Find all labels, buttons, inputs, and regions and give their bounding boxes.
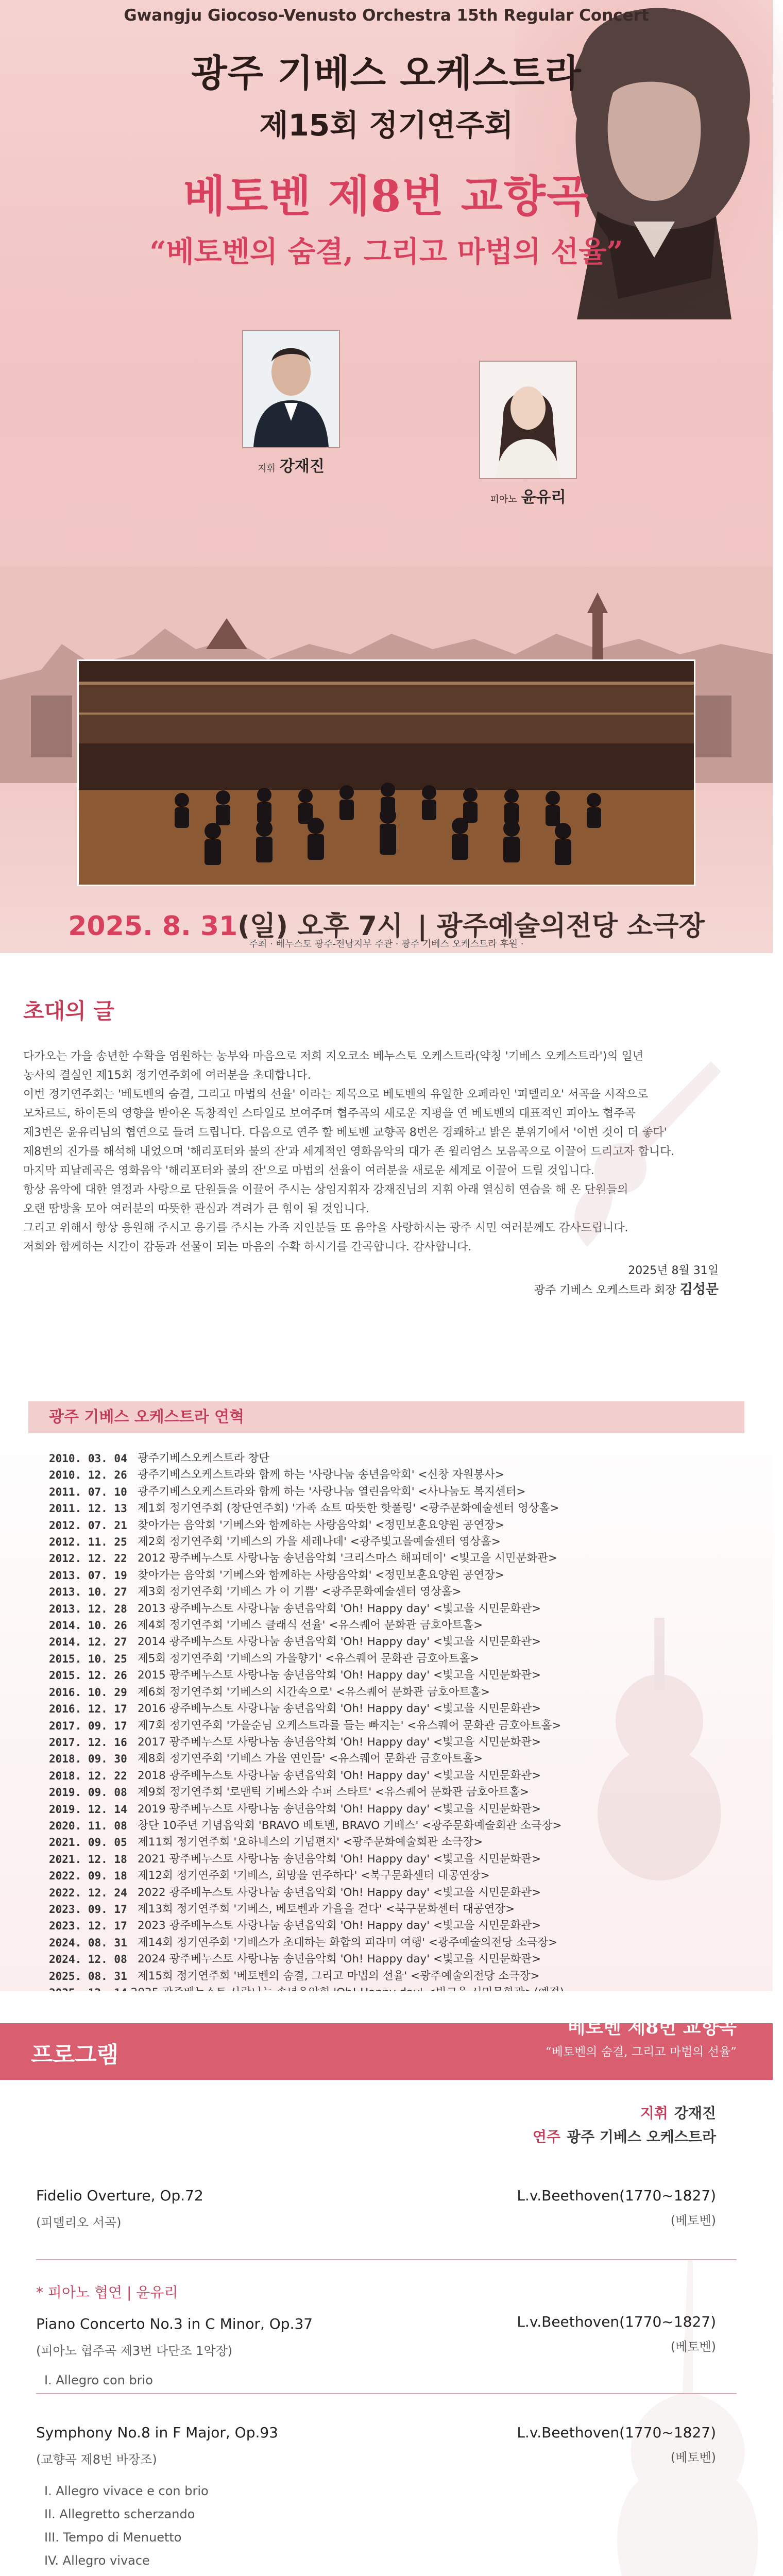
history-row [49, 1601, 564, 1617]
piece-soloist: * 피아노 협연 | 윤유리 [36, 2284, 178, 2301]
history-row [49, 1851, 564, 1868]
history-row [49, 1500, 564, 1517]
history-date: 2018. 09. 30 [49, 1753, 127, 1766]
history-text: 2014 광주베누스토 사랑나눔 송년음악회 'Oh! Happy day' <빛고을 시민문화관> [138, 1635, 541, 1649]
history-date: 2019. 09. 08 [49, 1786, 127, 1799]
piece-composer-kr: (베토벤) [670, 2450, 716, 2465]
history-date: 2023. 09. 17 [49, 1903, 127, 1916]
history-date: 2011. 12. 13 [49, 1502, 127, 1515]
poster-subtitle: Gwangju Giocoso-Venusto Orchestra 15th Regular Concert [124, 6, 649, 25]
piece-composer-kr: (베토벤) [670, 2340, 716, 2354]
history-date: 2020. 11. 08 [49, 1819, 127, 1832]
history-text: 제12회 정기연주회 '기베스, 희망을 연주하다' <북구문화센터 대공연장> [138, 1869, 490, 1883]
greeting-date: 2025년 8월 31일 [628, 1264, 719, 1277]
orchestra-photo-icon [79, 661, 694, 885]
history-text: 창단 10주년 기념음악회 'BRAVO 베토벤, BRAVO 기베스' <광주문화예술회관 소극장> [138, 1819, 562, 1832]
concert-venue: 광주예술의전당 소극장 [436, 911, 705, 942]
poster-info-line-1: 주최 · 베누스토 광주-전남지부 주관 · 광주 기베스 오케스트라 후원 · [249, 939, 524, 950]
greeting-section [0, 953, 773, 1401]
program-divider [36, 2259, 737, 2260]
pianist-photo-icon [480, 362, 576, 478]
history-text: 제4회 정기연주회 '기베스 클래식 선율' <유스퀘어 문화관 금호아트홀> [138, 1619, 483, 1632]
history-text: 2023 광주베누스토 사랑나눔 송년음악회 'Oh! Happy day' <빛고을 시민문화관> [138, 1919, 541, 1933]
history-text: 2021 광주베누스토 사랑나눔 송년음악회 'Oh! Happy day' <빛고을 시민문화관> [138, 1852, 541, 1866]
poster-program-subtitle: “베토벤의 숨결, 그리고 마법의 선율” [149, 235, 623, 269]
history-text: 찾아가는 음악회 '기베스와 함께하는 사랑음악회' <정민보훈요양원 공연장> [138, 1568, 504, 1582]
history-date: 2013. 12. 28 [49, 1602, 127, 1615]
history-section [0, 1401, 773, 1991]
history-row [49, 1651, 564, 1667]
history-row [49, 1751, 564, 1767]
history-date: 2016. 10. 29 [49, 1686, 127, 1699]
greeting-title: 초대의 글 [23, 998, 114, 1024]
history-text: 제15회 정기연주회 '베토벤의 숨결, 그리고 마법의 선율' <광주예술의전당 소극장> [138, 1969, 540, 1982]
history-date: 2012. 11. 25 [49, 1536, 127, 1549]
history-row [49, 1834, 564, 1851]
program-head-subtitle: “베토벤의 숨결, 그리고 마법의 선율” [545, 2045, 737, 2059]
history-row [49, 1684, 564, 1701]
soloist-portraits [242, 330, 603, 546]
history-text: 제3회 정기연주회 '기베스 가 이 기쁨' <광주문화예술센터 영상홀> [138, 1585, 462, 1599]
piece-title: Fidelio Overture, Op.72 [36, 2187, 203, 2204]
concert-date: 2025. 8. 31 [68, 911, 238, 942]
history-date: 2024. 12. 08 [49, 1953, 127, 1966]
piece-composer: L.v.Beethoven(1770~1827) [517, 2313, 716, 2330]
piece-title-kr: (피델리오 서곡) [36, 2215, 122, 2230]
program-orchestra-role: 연주 [532, 2128, 561, 2145]
piece-title: Piano Concerto No.3 in C Minor, Op.37 [36, 2315, 313, 2332]
history-text: 2018 광주베누스토 사랑나눔 송년음악회 'Oh! Happy day' <빛고을 시민문화관> [138, 1769, 541, 1782]
program-piece [36, 2281, 737, 2392]
history-row [49, 1968, 564, 1985]
program-section [0, 1991, 773, 2576]
conductor-portrait [242, 330, 340, 476]
concert-poster [0, 0, 773, 953]
history-row [49, 1918, 564, 1934]
program-title: 프로그램 [31, 2042, 119, 2068]
program-conductor-role: 지휘 [640, 2105, 668, 2122]
history-row [49, 1634, 564, 1650]
history-row [49, 1550, 564, 1567]
history-date: 2017. 12. 16 [49, 1736, 127, 1749]
history-text: 제8회 정기연주회 '기베스 가을 연인들' <유스퀘어 문화관 금호아트홀> [138, 1752, 483, 1766]
history-text: 광주기베스오케스트라와 함께 하는 '사랑나눔 열린음악회' <사나눔도 복지센터> [138, 1485, 526, 1498]
greeting-org: 광주 기베스 오케스트라 회장 [534, 1284, 676, 1297]
history-row [49, 1450, 564, 1467]
program-conductors [533, 2102, 716, 2149]
history-date: 2016. 12. 17 [49, 1703, 127, 1716]
history-text: 찾아가는 음악회 '기베스와 함께하는 사랑음악회' <정민보훈요양원 공연장> [138, 1518, 504, 1532]
piece-movement: I. Allegro con brio [44, 2373, 153, 2387]
pianist-portrait [479, 361, 577, 506]
program-divider [36, 2393, 737, 2394]
conductor-role-label: 지휘 [258, 463, 276, 474]
history-row [49, 1701, 564, 1717]
poster-title-sub: 제15회 정기연주회 [259, 108, 514, 143]
history-row [49, 1784, 564, 1801]
conductor-photo-icon [243, 331, 339, 447]
violin-watermark-icon [567, 1618, 752, 1886]
history-date: 2022. 09. 18 [49, 1870, 127, 1883]
history-text: 2017 광주베누스토 사랑나눔 송년음악회 'Oh! Happy day' <빛고을 시민문화관> [138, 1735, 541, 1749]
program-piece [36, 2424, 737, 2572]
history-text: 2019 광주베누스토 사랑나눔 송년음악회 'Oh! Happy day' <빛고을 시민문화관> [138, 1802, 541, 1816]
history-text: 제7회 정기연주회 '가을순님 오케스트라를 들는 빠지는' <유스퀘어 문화관 금호아트홀> [138, 1719, 561, 1732]
violin-watermark-icon [556, 1051, 752, 1257]
history-row [49, 1801, 564, 1818]
pianist-role-label: 피아노 [490, 494, 517, 505]
history-row [49, 1484, 564, 1500]
history-date: 2014. 10. 26 [49, 1619, 127, 1632]
piece-movement: I. Allegro vivace e con brio [44, 2484, 209, 2498]
concert-day: (일) [237, 911, 288, 942]
history-text: 2016 광주베누스토 사랑나눔 송년음악회 'Oh! Happy day' <빛고을 시민문화관> [138, 1702, 541, 1716]
history-text: 2013 광주베누스토 사랑나눔 송년음악회 'Oh! Happy day' <빛고을 시민문화관> [138, 1602, 541, 1615]
history-row [49, 1534, 564, 1550]
piece-movement: III. Tempo di Menuetto [44, 2530, 182, 2545]
piece-movement: II. Allegretto scherzando [44, 2507, 195, 2521]
poster-title-main: 광주 기베스 오케스트라 [191, 52, 582, 95]
history-row [49, 1818, 564, 1834]
history-row [49, 1718, 564, 1734]
program-head-title: 베토벤 제8번 교향곡 [567, 2016, 737, 2038]
greeting-paragraph: 다가오는 가을 송년한 수확을 염원하는 농부와 마음으로 저희 지오코소 베누스토 오케스트라(약칭 '기베스 오케스트라')의 일년 농사의 결실인 제15회 정기연주회에 여러분을 초대합니다. 이번 정기연주회는 '베토벤의 숨결, 그리고 마법의 선율' 이라는 제목으로 베토벤의 유일한 오페라인 '피델리오' 서곡을 시작으로 모차르트, 하이든의 영향을 받아온 독창적인 스타일로 보여주며 협주곡의 새로운 지평을 연 베토벤의 대표적인 피아노 협주곡 제3번은 윤유리님의 협연으로 들려 드립니다. 다음으로 연주 할 베토벤 교향곡 8번은 경쾌하고 밝은 분위기에서 '이번 것이 더 제8번의 진가를 해석해 내었으며 '해리포터와 불의 잔'과 세계적인 영화음악의 대가 존 윌리엄스 모음곡으로 이끌어 합니다. 마지막 피날레곡은 영화음악 '해리포터와 불의 잔'으로 마법의 선율이 여러분을 새로운 세계로 이끌어 드릴 것입니다. 항상 음악에 대한 열정과 사랑으로 단원들을 이끌어 주시는 상임지휘자 강재진님의 지휘 아래 열심히 연습을 해 온 오랜 땀방울 모아 여러분의 따뜻한 관심과 격려가 큰 힘이 될 것입니다. 그리고 위해서 항상 응원해 주시고 응기를 주시는 가족 지인분들 또 음악을 사랑하시는 광주 시민 여러분께도 저희와 함께하는 시간이 감동과 선물이 되는 마음의 수확 하시기를 간곡합니다. 감사합니다. [23, 1050, 675, 1253]
greeting-signer: 김성문 [679, 1282, 719, 1297]
history-date: 2021. 09. 05 [49, 1836, 127, 1849]
orchestra-stage-photo [77, 659, 695, 886]
history-text: 광주기베스오케스트라와 함께 하는 '사랑나눔 송년음악회' <신창 자원봉사> [138, 1468, 504, 1482]
history-date: 2013. 07. 19 [49, 1569, 127, 1582]
poster-program-title: 베토벤 제8번 교향곡 [183, 171, 590, 222]
history-date: 2021. 12. 18 [49, 1853, 127, 1866]
history-text: 제6회 정기연주회 '기베스의 시간속으로' <유스퀘어 문화관 금호아트홀> [138, 1685, 490, 1699]
history-date: 2013. 10. 27 [49, 1586, 127, 1599]
program-orchestra-name: 광주 기베스 오케스트라 [567, 2128, 716, 2145]
pianist-name: 윤유리 [521, 488, 566, 506]
history-text: 2012 광주베누스토 사랑나눔 송년음악회 '크리스마스 해피데이' <빛고을 시민문화관> [138, 1552, 558, 1565]
piece-composer: L.v.Beethoven(1770~1827) [517, 2424, 716, 2441]
history-row [49, 1667, 564, 1684]
history-row [49, 1617, 564, 1634]
history-row [49, 1885, 564, 1901]
history-date: 2015. 10. 25 [49, 1652, 127, 1665]
history-text: 제1회 정기연주회 (창단연주회) '가족 쇼트 따뜻한 핫풀링' <광주문화예술센터 영상홀> [138, 1502, 559, 1515]
piece-title: Symphony No.8 in F Major, Op.93 [36, 2424, 278, 2441]
history-row [49, 1951, 564, 1968]
history-row [49, 1935, 564, 1951]
history-row [49, 1584, 564, 1600]
history-date: 2012. 12. 22 [49, 1552, 127, 1565]
piece-title-kr: (교향곡 제8번 바장조) [36, 2452, 157, 2467]
history-date: 2018. 12. 22 [49, 1769, 127, 1782]
history-text: 제13회 정기연주회 '기베스, 베토벤과 가을을 걷다' <북구문화센터 대공연장> [138, 1902, 515, 1916]
program-conductor-name: 강재진 [674, 2105, 716, 2122]
history-title: 광주 기베스 오케스트라 연혁 [28, 1401, 744, 1433]
history-text: 2024 광주베누스토 사랑나눔 송년음악회 'Oh! Happy day' <빛고을 시민문화관> [138, 1953, 541, 1966]
history-date: 2015. 12. 26 [49, 1669, 127, 1682]
history-row [49, 1567, 564, 1584]
history-date: 2019. 12. 14 [49, 1803, 127, 1816]
history-text: 제2회 정기연주회 '기베스의 가을 세레나데' <광주빛고을예술센터 영상홀> [138, 1535, 501, 1549]
history-row [49, 1868, 564, 1884]
history-row [49, 1467, 564, 1483]
piece-title-kr: (피아노 협주곡 제3번 다단조 1악장) [36, 2344, 233, 2358]
history-date: 2012. 07. 21 [49, 1519, 127, 1532]
history-date: 2022. 12. 24 [49, 1886, 127, 1899]
history-text: 제5회 정기연주회 '기베스의 가을향기' <유스퀘어 문화관 금호아트홀> [138, 1652, 480, 1665]
history-row [49, 1517, 564, 1534]
history-text: 제14회 정기연주회 '기베스가 초대하는 화합의 피라미 여행' <광주예술의전당 소극장> [138, 1936, 558, 1949]
piece-composer-kr: (베토벤) [670, 2213, 716, 2228]
piece-composer: L.v.Beethoven(1770~1827) [517, 2187, 716, 2204]
history-date: 2010. 03. 04 [49, 1452, 127, 1465]
history-text: 광주기베스오케스트라 창단 [138, 1452, 270, 1465]
history-text: 2022 광주베누스토 사랑나눔 송년음악회 'Oh! Happy day' <빛고을 시민문화관> [138, 1886, 541, 1899]
history-list [49, 1450, 564, 2001]
history-text: 제9회 정기연주회 '로맨틱 기베스와 수퍼 스타트' <유스퀘어 문화관 금호아트홀> [138, 1786, 530, 1799]
concert-time: 오후 7시 [297, 911, 403, 942]
history-date: 2023. 12. 17 [49, 1920, 127, 1933]
history-date: 2011. 07. 10 [49, 1485, 127, 1498]
conductor-name: 강재진 [279, 457, 325, 476]
history-row [49, 1901, 564, 1918]
concert-date-line: 2025. 8. 31(일) 오후 7시 | 광주예술의전당 소극장 [68, 911, 705, 942]
history-date: 2010. 12. 26 [49, 1469, 127, 1482]
history-date: 2025. 08. 31 [49, 1970, 127, 1982]
history-row [49, 1768, 564, 1784]
history-date: 2024. 08. 31 [49, 1936, 127, 1949]
history-text: 제11회 정기연주회 '요하네스의 기념편지' <광주문화예술회관 소극장> [138, 1836, 483, 1849]
program-piece [36, 2187, 737, 2230]
history-text: 2015 광주베누스토 사랑나눔 송년음악회 'Oh! Happy day' <빛고을 시민문화관> [138, 1669, 541, 1682]
history-date: 2014. 12. 27 [49, 1636, 127, 1649]
piece-movement: IV. Allegro vivace [44, 2553, 150, 2568]
history-date: 2017. 09. 17 [49, 1719, 127, 1732]
history-row [49, 1734, 564, 1751]
